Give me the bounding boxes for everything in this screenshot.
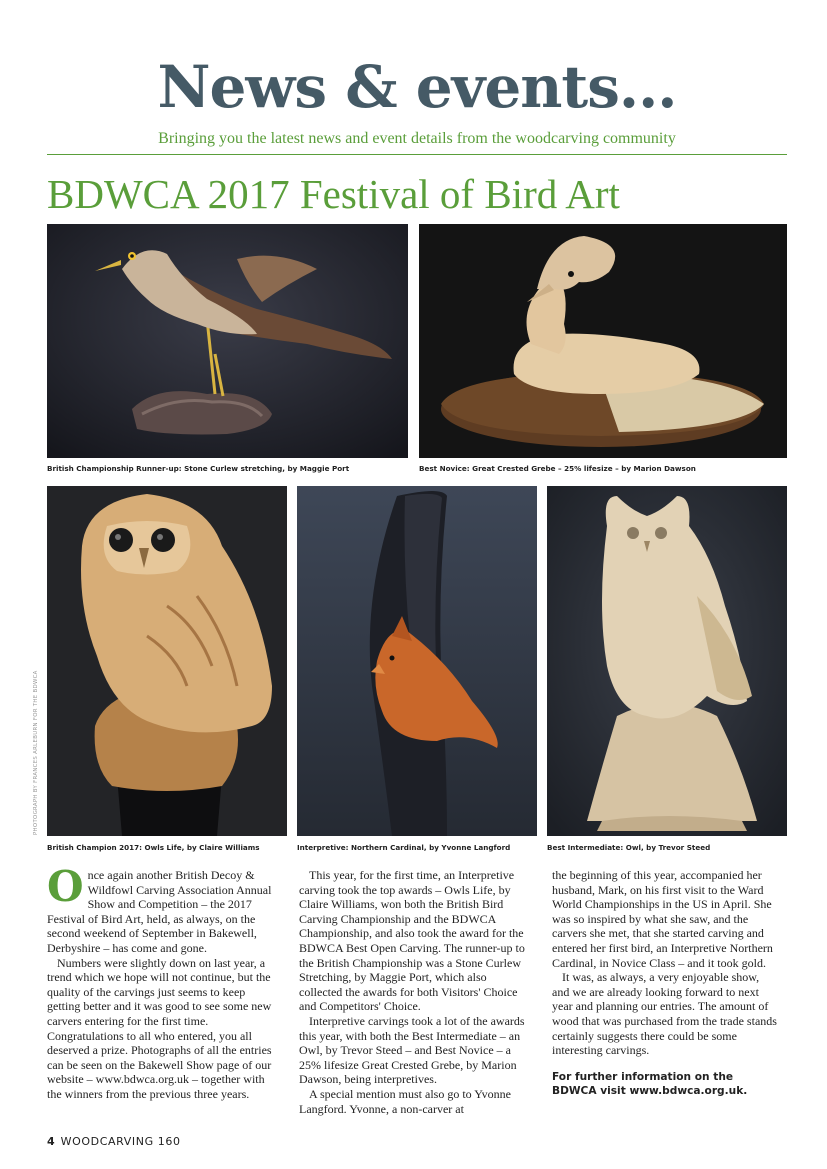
photo-owls-life (47, 486, 287, 836)
paragraph: the beginning of this year, accompanied her husband, Mark, on his first visit to the Ward World Championships in the US in April. She was so inspired by what she saw, and the carvers she met, that she started carving and entered her first bird, an Interpretive Northern Cardinal, in Novice Class – and it took gold. (552, 868, 773, 970)
paragraph: A special mention must also go to Yvonne Langford. Yvonne, a non-carver at (299, 1086, 511, 1116)
body-column-3 (552, 868, 778, 1098)
body-column-2 (299, 868, 525, 1116)
paragraph: This year, for the first time, an Interpretive carving took the top awards – Owls Life, by Claire Williams, won both the British Bird Carving Championship and the BDWCA Championship, and also took the award for the BDWCA Best Open Carving. The runner-up to the British Championship was a Stone Curlew Stretching, by Maggie Port, which also collected the awards for both Visitors' Choice and Competitors' Choice. (299, 868, 525, 1014)
paragraph: Interpretive carvings took a lot of the awards this year, with both the Best Intermediate – an Owl, by Trevor Steed – and Best Novice – a 25% lifesize Great Crested Grebe, by Marion Dawson, being interpretives. (299, 1013, 525, 1087)
page-number: 4 (47, 1135, 55, 1148)
paragraph: It was, as always, a very enjoyable show, and we are already looking forward to next year and planning our entries. The amount of wood that was purchased from the trade stands certainly suggests there could be some interesting carvings. (552, 970, 777, 1058)
page-header (47, 50, 787, 150)
paragraph: Once again another British Decoy & Wildfowl Carving Association Annual Show and Competition – the 2017 Festival of Bird Art, held, as always, on the second weekend of September in Bakewell, Derbyshire – has come and gone. (47, 862, 272, 955)
header-rule (47, 154, 787, 155)
caption-owl-intermediate: Best Intermediate: Owl, by Trevor Steed (547, 843, 711, 852)
caption-stone-curlew: British Championship Runner-up: Stone Curlew stretching, by Maggie Port (47, 464, 350, 473)
drop-cap: O (47, 862, 84, 911)
page-footer (47, 1135, 181, 1148)
photo-owl-intermediate (547, 486, 787, 836)
article-title: BDWCA 2017 Festival of Bird Art (47, 171, 620, 217)
photo-credit: PHOTOGRAPH BY FRANCES ARLEBURN FOR THE BDWCA (33, 670, 39, 835)
page-subtitle: Bringing you the latest news and event details from the woodcarving community (158, 130, 676, 147)
body-column-1 (47, 862, 273, 1102)
caption-cardinal: Interpretive: Northern Cardinal, by Yvonne Langford (297, 843, 511, 852)
caption-grebe: Best Novice: Great Crested Grebe – 25% lifesize – by Marion Dawson (419, 464, 696, 473)
photo-cardinal (297, 486, 537, 836)
page-title: News & events... (157, 53, 677, 121)
caption-owls-life: British Champion 2017: Owls Life, by Claire Williams (47, 843, 260, 852)
photo-stone-curlew (47, 224, 408, 458)
magazine-name: WOODCARVING 160 (60, 1135, 181, 1148)
further-info: For further information on the BDWCA visit www.bdwca.org.uk. (552, 1070, 748, 1097)
photo-grebe (419, 224, 787, 458)
paragraph: Numbers were slightly down on last year, a trend which we hope will not continue, but the quality of the carvings just seems to keep getting better and it was good to see some new carvers entering for the first time. Congratulations to all who entered, you all deserved a prize. Photographs of all the entries can be seen on the Bakewell Show page of our website – www.bdwca.org.uk – together with the winners from the previous three years. (47, 955, 272, 1101)
